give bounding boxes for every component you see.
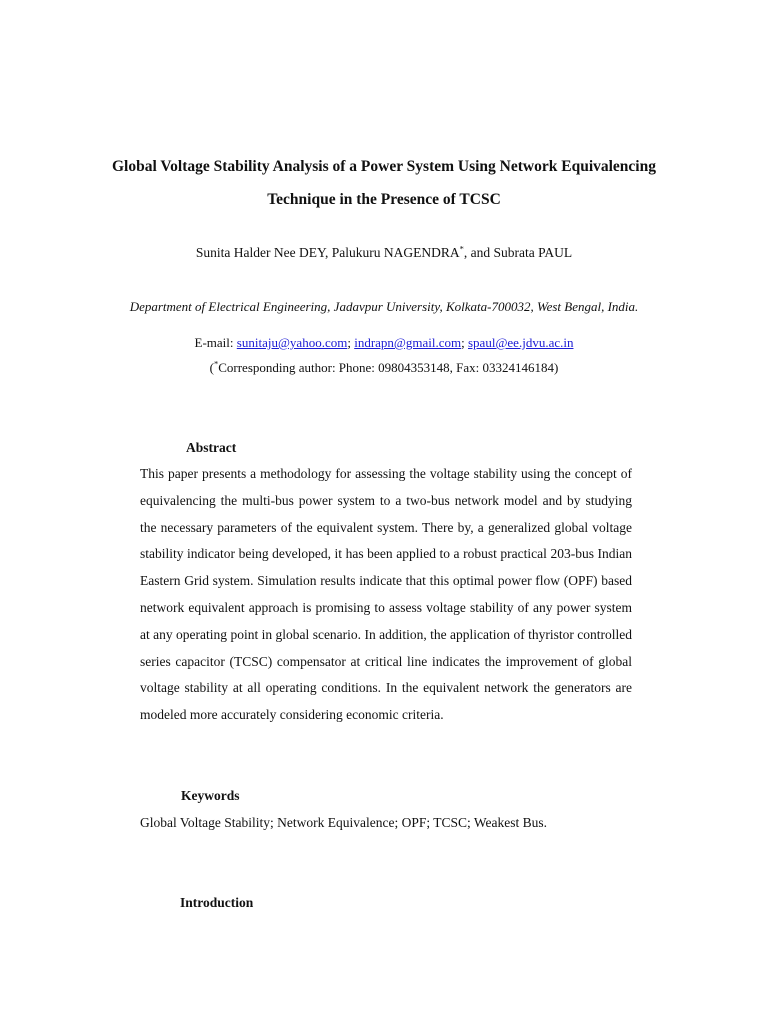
keywords-body: Global Voltage Stability; Network Equivalence; OPF; TCSC; Weakest Bus.	[140, 815, 548, 830]
author-names: Sunita Halder Nee DEY, Palukuru NAGENDRA	[195, 245, 460, 260]
corresponding-author-mark: *	[459, 243, 464, 254]
abstract-body: This paper presents a methodology for assessing the voltage stability using the concept of equivalencing the multi-bus power system to a two-bus network model and by studying the necessary parameters of the equivalent system. There by, a generalized global voltage stability indicator being developed, it has been applied to a robust practical 203-bus Indian Eastern Grid system. Simulation results indicate that this optimal power flow (OPF) based network equivalent approach is promising to assess voltage stability of any power system at any operating point in global scenario. In addition, the application of thyristor controlled series capacitor (TCSC) compensator at critical line indicates the improvement of global voltage stability at all operating conditions. In the equivalent network the generators are modeled more accurately considering economic criteria.	[140, 466, 632, 723]
email-separator: ;	[347, 335, 355, 350]
author-list	[90, 243, 678, 263]
corresponding-mark: *	[213, 358, 219, 369]
email-link-3[interactable]: spaul@ee.jdvu.ac.in	[468, 335, 574, 350]
email-link-2[interactable]: indrapn@gmail.com	[354, 335, 462, 350]
paper-title: Global Voltage Stability Analysis of a Power System Using Network Equivalencing Technique in the Presence of TCSC	[112, 158, 656, 208]
abstract-heading: Abstract	[186, 440, 237, 455]
corresponding-author-note	[100, 358, 668, 378]
author-affiliation: Department of Electrical Engineering, Jadavpur University, Kolkata-700032, West Bengal, India.	[129, 299, 639, 314]
corresponding-contact: Corresponding author: Phone: 09804353148, Fax: 03324146184)	[218, 360, 559, 375]
author-names-continued: , and Subrata PAUL	[463, 245, 573, 260]
email-line	[100, 334, 668, 352]
introduction-heading: Introduction	[180, 895, 254, 910]
email-link-1[interactable]: sunitaju@yahoo.com	[236, 335, 348, 350]
corresponding-open-paren: (	[209, 360, 214, 375]
keywords-heading: Keywords	[181, 788, 240, 803]
email-separator: ;	[461, 335, 468, 350]
email-label: E-mail:	[194, 335, 237, 350]
